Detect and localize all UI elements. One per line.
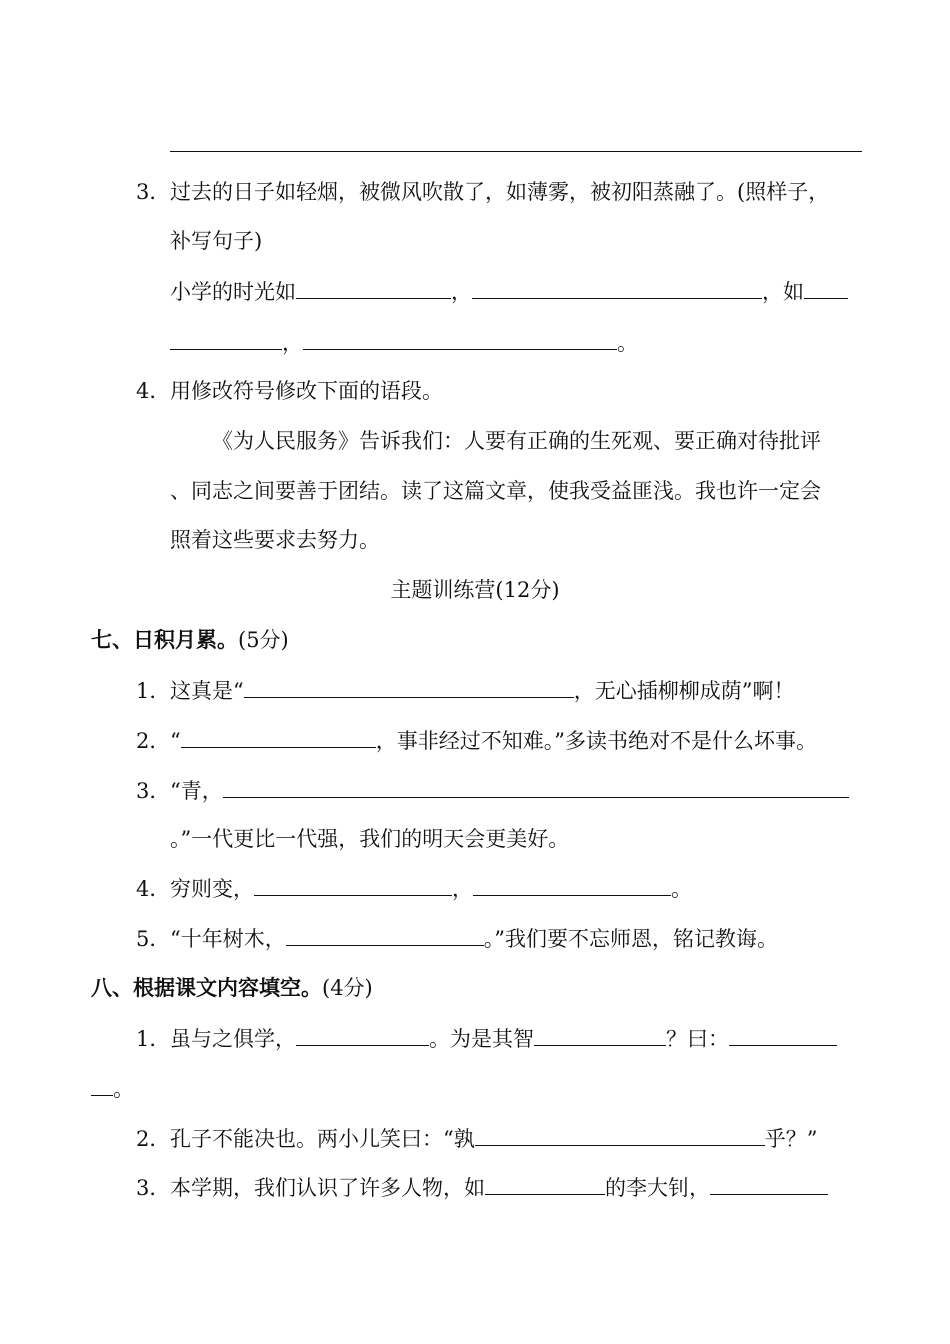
s8-item-1-blank-3-cont[interactable]: [91, 1073, 113, 1096]
s7-item-2: 2．“ ，事非经过不知难。”多读书绝对不是什么坏事。: [136, 725, 817, 755]
answer-line-top[interactable]: [170, 151, 862, 152]
s7-item-1-blank[interactable]: [244, 675, 574, 698]
s8-item-2: 2．孔子不能决也。两小儿笑曰：“孰 乎？”: [136, 1123, 818, 1153]
q4-paragraph-line-1: 《为人民服务》告诉我们：人要有正确的生死观、要正确对待批评: [212, 429, 821, 453]
section-8-points: (4分): [322, 976, 373, 1000]
s8-item-2-blank[interactable]: [475, 1123, 765, 1146]
q3-blank-3[interactable]: [804, 276, 848, 299]
s8-item-3-blank-2[interactable]: [710, 1172, 828, 1195]
s8-item-1: 1．虽与之俱学， 。为是其智 ？曰：: [136, 1023, 837, 1053]
q4-prompt: 4．用修改符号修改下面的语段。: [136, 376, 443, 406]
s8-item-1-blank-3[interactable]: [729, 1023, 837, 1046]
q4-number: 4．: [136, 379, 171, 403]
q3-blank-5[interactable]: [303, 327, 617, 350]
s8-item-3-blank-1[interactable]: [485, 1172, 605, 1195]
q3-fill-row-2: ， 。: [170, 327, 638, 357]
s7-item-5-blank[interactable]: [286, 923, 484, 946]
s7-item-3-cont: 。”一代更比一代强，我们的明天会更美好。: [170, 827, 570, 851]
s8-item-1-cont: 。: [91, 1073, 134, 1103]
s7-item-5: 5．“十年树木， 。”我们要不忘师恩，铭记教诲。: [136, 923, 778, 953]
s7-item-4-blank-1[interactable]: [254, 873, 452, 896]
section-8-title: 八、根据课文内容填空。(4分): [91, 976, 373, 1000]
s7-item-4: 4．穷则变， ， 。: [136, 873, 692, 903]
q3-number: 3．: [136, 180, 171, 204]
q3-fill-row-1: 小学的时光如 ， ，如: [170, 276, 848, 306]
section-7-title: 七、日积月累。(5分): [91, 628, 289, 652]
s8-item-3: 3．本学期，我们认识了许多人物，如 的李大钊，: [136, 1172, 828, 1202]
s7-item-3-blank[interactable]: [223, 775, 849, 798]
s8-item-1-blank-1[interactable]: [296, 1023, 429, 1046]
q3-prompt: 3．过去的日子如轻烟，被微风吹散了，如薄雾，被初阳蒸融了。(照样子，: [136, 177, 829, 207]
s7-item-4-blank-2[interactable]: [473, 873, 671, 896]
s7-item-3: 3．“青，: [136, 775, 849, 805]
s8-item-1-blank-2[interactable]: [534, 1023, 666, 1046]
q3-prompt-cont: 补写句子): [170, 229, 263, 253]
q3-blank-4[interactable]: [170, 327, 282, 350]
section-7-points: (5分): [238, 628, 289, 652]
q4-paragraph-line-3: 照着这些要求去努力。: [170, 528, 380, 552]
s7-item-2-blank[interactable]: [181, 725, 376, 748]
q3-blank-1[interactable]: [296, 276, 451, 299]
s7-item-1: 1．这真是“ ，无心插柳柳成荫”啊！: [136, 675, 795, 705]
q3-blank-2[interactable]: [472, 276, 762, 299]
q4-paragraph-line-2: 、同志之间要善于团结。读了这篇文章，使我受益匪浅。我也许一定会: [170, 479, 821, 503]
section-heading: 主题训练营(12分): [390, 578, 560, 602]
